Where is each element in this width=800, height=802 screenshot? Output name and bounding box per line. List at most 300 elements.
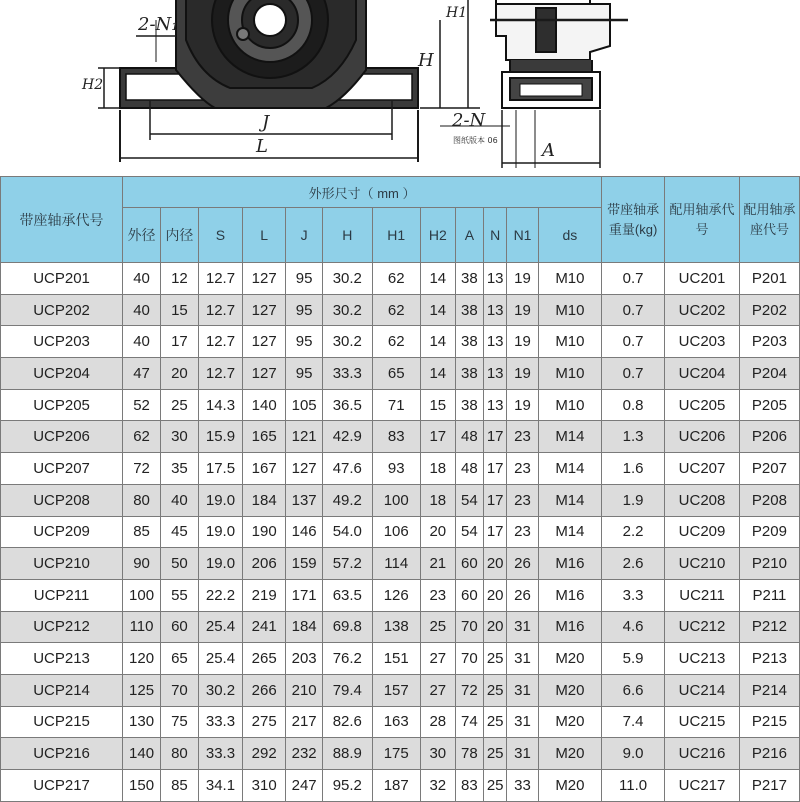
table-cell: 146 xyxy=(286,516,323,548)
table-cell: 40 xyxy=(160,484,198,516)
table-cell: 7.4 xyxy=(602,706,665,738)
table-cell: 72 xyxy=(123,453,161,485)
table-cell: 127 xyxy=(243,358,286,390)
table-cell: M16 xyxy=(538,611,601,643)
header-dim-column: H2 xyxy=(420,208,455,263)
table-row xyxy=(1,326,800,358)
table-cell: 25 xyxy=(484,643,507,675)
table-cell: 62 xyxy=(123,421,161,453)
table-cell: UC214 xyxy=(665,674,740,706)
table-cell: 18 xyxy=(420,453,455,485)
table-cell: 17.5 xyxy=(198,453,242,485)
table-cell: 17 xyxy=(160,326,198,358)
table-cell: 100 xyxy=(123,579,161,611)
table-cell: 30.2 xyxy=(323,263,372,295)
table-cell: P215 xyxy=(739,706,799,738)
table-cell: 11.0 xyxy=(602,770,665,802)
table-cell: 55 xyxy=(160,579,198,611)
table-cell: 95 xyxy=(286,326,323,358)
table-row xyxy=(1,706,800,738)
model-cell: UCP214 xyxy=(1,674,123,706)
table-cell: 13 xyxy=(484,326,507,358)
table-cell: 25 xyxy=(484,738,507,770)
table-cell: M16 xyxy=(538,548,601,580)
header-dim-column: A xyxy=(455,208,483,263)
table-cell: 35 xyxy=(160,453,198,485)
table-cell: M10 xyxy=(538,294,601,326)
table-cell: 60 xyxy=(455,579,483,611)
table-cell: 1.3 xyxy=(602,421,665,453)
table-cell: 85 xyxy=(123,516,161,548)
table-row xyxy=(1,294,800,326)
table-cell: 12.7 xyxy=(198,326,242,358)
table-cell: 33 xyxy=(507,770,539,802)
table-cell: 3.3 xyxy=(602,579,665,611)
table-cell: 26 xyxy=(507,579,539,611)
table-cell: UC209 xyxy=(665,516,740,548)
table-cell: 25 xyxy=(160,389,198,421)
table-cell: 38 xyxy=(455,263,483,295)
table-cell: UC201 xyxy=(665,263,740,295)
table-cell: P202 xyxy=(739,294,799,326)
drawing-stamp: 图纸版本 06 xyxy=(453,136,498,145)
table-cell: 31 xyxy=(507,643,539,675)
table-cell: 38 xyxy=(455,358,483,390)
table-cell: 34.1 xyxy=(198,770,242,802)
table-cell: P210 xyxy=(739,548,799,580)
table-cell: P212 xyxy=(739,611,799,643)
table-row xyxy=(1,611,800,643)
header-housing: 配用轴承座代号 xyxy=(739,177,799,263)
spec-table-body xyxy=(1,263,800,802)
model-cell: UCP211 xyxy=(1,579,123,611)
table-cell: 17 xyxy=(484,453,507,485)
table-cell: 33.3 xyxy=(198,738,242,770)
table-cell: 23 xyxy=(507,484,539,516)
table-cell: P213 xyxy=(739,643,799,675)
header-dim-column: 外径 xyxy=(123,208,161,263)
table-cell: 159 xyxy=(286,548,323,580)
table-cell: 78 xyxy=(455,738,483,770)
table-cell: 42.9 xyxy=(323,421,372,453)
table-cell: 18 xyxy=(420,484,455,516)
model-cell: UCP209 xyxy=(1,516,123,548)
model-cell: UCP210 xyxy=(1,548,123,580)
table-cell: 22.2 xyxy=(198,579,242,611)
table-cell: 38 xyxy=(455,389,483,421)
model-cell: UCP213 xyxy=(1,643,123,675)
table-cell: 13 xyxy=(484,358,507,390)
table-cell: 206 xyxy=(243,548,286,580)
header-bearing: 配用轴承代号 xyxy=(665,177,740,263)
header-dim-column: 内径 xyxy=(160,208,198,263)
table-cell: 52 xyxy=(123,389,161,421)
label-a: A xyxy=(542,140,555,161)
table-row xyxy=(1,389,800,421)
table-cell: 15.9 xyxy=(198,421,242,453)
table-cell: 0.7 xyxy=(602,294,665,326)
table-cell: 19.0 xyxy=(198,548,242,580)
table-cell: 23 xyxy=(420,579,455,611)
model-cell: UCP206 xyxy=(1,421,123,453)
table-cell: 30.2 xyxy=(198,674,242,706)
table-cell: 30.2 xyxy=(323,326,372,358)
table-cell: P203 xyxy=(739,326,799,358)
table-row xyxy=(1,579,800,611)
table-row xyxy=(1,516,800,548)
table-cell: 47.6 xyxy=(323,453,372,485)
table-cell: M10 xyxy=(538,263,601,295)
table-cell: 88.9 xyxy=(323,738,372,770)
table-cell: 30 xyxy=(420,738,455,770)
table-cell: 27 xyxy=(420,643,455,675)
table-cell: 40 xyxy=(123,294,161,326)
label-j: J xyxy=(262,112,270,133)
table-cell: M20 xyxy=(538,770,601,802)
table-cell: M20 xyxy=(538,674,601,706)
table-cell: 79.4 xyxy=(323,674,372,706)
table-cell: M10 xyxy=(538,389,601,421)
table-cell: 60 xyxy=(455,548,483,580)
table-cell: 130 xyxy=(123,706,161,738)
table-row xyxy=(1,674,800,706)
table-cell: 95 xyxy=(286,358,323,390)
table-cell: 241 xyxy=(243,611,286,643)
header-dim-column: N1 xyxy=(507,208,539,263)
table-cell: 69.8 xyxy=(323,611,372,643)
spec-table xyxy=(0,176,800,802)
table-cell: P209 xyxy=(739,516,799,548)
table-cell: 25 xyxy=(484,770,507,802)
table-cell: 138 xyxy=(372,611,420,643)
table-cell: P214 xyxy=(739,674,799,706)
table-cell: 275 xyxy=(243,706,286,738)
table-cell: M10 xyxy=(538,358,601,390)
header-dim-column: S xyxy=(198,208,242,263)
model-cell: UCP215 xyxy=(1,706,123,738)
table-cell: P211 xyxy=(739,579,799,611)
table-cell: 70 xyxy=(455,611,483,643)
model-cell: UCP207 xyxy=(1,453,123,485)
table-cell: 100 xyxy=(372,484,420,516)
label-2-n: 2-N xyxy=(452,110,486,131)
table-cell: UC211 xyxy=(665,579,740,611)
table-cell: 62 xyxy=(372,263,420,295)
table-cell: 25 xyxy=(484,706,507,738)
table-cell: 54 xyxy=(455,516,483,548)
table-cell: 140 xyxy=(243,389,286,421)
label-h1: H1 xyxy=(446,5,468,21)
table-cell: 25.4 xyxy=(198,611,242,643)
table-cell: M14 xyxy=(538,453,601,485)
table-cell: UC204 xyxy=(665,358,740,390)
table-cell: 17 xyxy=(484,516,507,548)
table-cell: 13 xyxy=(484,294,507,326)
table-cell: 2.2 xyxy=(602,516,665,548)
table-cell: 105 xyxy=(286,389,323,421)
model-cell: UCP217 xyxy=(1,770,123,802)
table-cell: 93 xyxy=(372,453,420,485)
table-cell: M20 xyxy=(538,738,601,770)
table-cell: 17 xyxy=(484,484,507,516)
table-cell: P204 xyxy=(739,358,799,390)
table-cell: 0.7 xyxy=(602,358,665,390)
header-dim-column: N xyxy=(484,208,507,263)
table-cell: 62 xyxy=(372,294,420,326)
table-cell: 31 xyxy=(507,738,539,770)
table-cell: UC203 xyxy=(665,326,740,358)
table-cell: UC212 xyxy=(665,611,740,643)
table-cell: 171 xyxy=(286,579,323,611)
model-cell: UCP208 xyxy=(1,484,123,516)
table-cell: 83 xyxy=(455,770,483,802)
table-cell: 25 xyxy=(484,674,507,706)
table-cell: 30.2 xyxy=(323,294,372,326)
table-cell: 13 xyxy=(484,263,507,295)
table-cell: 19 xyxy=(507,294,539,326)
table-cell: 23 xyxy=(507,421,539,453)
table-cell: 12.7 xyxy=(198,358,242,390)
model-cell: UCP201 xyxy=(1,263,123,295)
table-row xyxy=(1,484,800,516)
table-cell: 85 xyxy=(160,770,198,802)
table-cell: 140 xyxy=(123,738,161,770)
table-cell: 266 xyxy=(243,674,286,706)
table-cell: 20 xyxy=(484,611,507,643)
table-cell: 49.2 xyxy=(323,484,372,516)
header-weight: 带座轴承重量(kg) xyxy=(602,177,665,263)
pillow-block-drawing xyxy=(0,0,800,176)
technical-drawing xyxy=(0,0,800,176)
table-cell: 54.0 xyxy=(323,516,372,548)
table-cell: 28 xyxy=(420,706,455,738)
table-cell: 127 xyxy=(243,263,286,295)
table-cell: P207 xyxy=(739,453,799,485)
table-cell: UC208 xyxy=(665,484,740,516)
table-cell: 60 xyxy=(160,611,198,643)
table-cell: 31 xyxy=(507,706,539,738)
table-cell: 0.7 xyxy=(602,263,665,295)
header-dimensions-group: 外形尺寸（ mm ） xyxy=(123,177,602,208)
table-cell: 203 xyxy=(286,643,323,675)
header-dim-column: L xyxy=(243,208,286,263)
table-row xyxy=(1,643,800,675)
table-cell: M14 xyxy=(538,484,601,516)
table-cell: UC207 xyxy=(665,453,740,485)
table-cell: 114 xyxy=(372,548,420,580)
table-cell: 157 xyxy=(372,674,420,706)
table-cell: 30 xyxy=(160,421,198,453)
table-cell: 217 xyxy=(286,706,323,738)
model-cell: UCP202 xyxy=(1,294,123,326)
table-cell: 13 xyxy=(484,389,507,421)
table-cell: 31 xyxy=(507,611,539,643)
table-cell: P201 xyxy=(739,263,799,295)
table-cell: 19 xyxy=(507,358,539,390)
table-cell: 14 xyxy=(420,326,455,358)
table-cell: 20 xyxy=(484,548,507,580)
table-row xyxy=(1,770,800,802)
model-cell: UCP216 xyxy=(1,738,123,770)
table-cell: 71 xyxy=(372,389,420,421)
table-cell: 0.8 xyxy=(602,389,665,421)
table-cell: 20 xyxy=(160,358,198,390)
table-cell: 75 xyxy=(160,706,198,738)
table-cell: UC206 xyxy=(665,421,740,453)
table-row xyxy=(1,738,800,770)
table-row xyxy=(1,263,800,295)
table-cell: 19 xyxy=(507,326,539,358)
table-cell: 23 xyxy=(507,453,539,485)
table-cell: 36.5 xyxy=(323,389,372,421)
table-cell: UC205 xyxy=(665,389,740,421)
table-cell: M14 xyxy=(538,421,601,453)
table-cell: M16 xyxy=(538,579,601,611)
table-cell: 12.7 xyxy=(198,294,242,326)
table-cell: M20 xyxy=(538,706,601,738)
label-l: L xyxy=(256,136,268,157)
table-cell: 127 xyxy=(286,453,323,485)
table-cell: 14 xyxy=(420,263,455,295)
table-cell: 27 xyxy=(420,674,455,706)
table-cell: 219 xyxy=(243,579,286,611)
table-cell: 127 xyxy=(243,294,286,326)
header-dim-column: H1 xyxy=(372,208,420,263)
model-cell: UCP205 xyxy=(1,389,123,421)
table-cell: 83 xyxy=(372,421,420,453)
table-cell: 12 xyxy=(160,263,198,295)
table-cell: 80 xyxy=(123,484,161,516)
table-cell: 232 xyxy=(286,738,323,770)
table-cell: 19 xyxy=(507,389,539,421)
table-cell: 9.0 xyxy=(602,738,665,770)
table-cell: UC213 xyxy=(665,643,740,675)
model-cell: UCP204 xyxy=(1,358,123,390)
table-cell: 72 xyxy=(455,674,483,706)
table-cell: 21 xyxy=(420,548,455,580)
table-cell: 125 xyxy=(123,674,161,706)
table-cell: 25.4 xyxy=(198,643,242,675)
table-cell: UC202 xyxy=(665,294,740,326)
table-cell: 265 xyxy=(243,643,286,675)
table-cell: 1.6 xyxy=(602,453,665,485)
table-cell: 247 xyxy=(286,770,323,802)
header-dim-column: ds xyxy=(538,208,601,263)
table-cell: 76.2 xyxy=(323,643,372,675)
table-cell: UC217 xyxy=(665,770,740,802)
table-cell: 95 xyxy=(286,263,323,295)
table-cell: 121 xyxy=(286,421,323,453)
table-cell: 20 xyxy=(484,579,507,611)
table-cell: 150 xyxy=(123,770,161,802)
table-cell: 14 xyxy=(420,358,455,390)
table-cell: 5.9 xyxy=(602,643,665,675)
table-cell: P217 xyxy=(739,770,799,802)
label-h2: H2 xyxy=(82,77,104,93)
table-cell: 70 xyxy=(160,674,198,706)
table-cell: 45 xyxy=(160,516,198,548)
table-cell: P216 xyxy=(739,738,799,770)
table-cell: M10 xyxy=(538,326,601,358)
table-row xyxy=(1,548,800,580)
table-cell: 15 xyxy=(160,294,198,326)
table-cell: 6.6 xyxy=(602,674,665,706)
table-cell: 106 xyxy=(372,516,420,548)
table-cell: 65 xyxy=(160,643,198,675)
table-cell: 48 xyxy=(455,453,483,485)
header-dim-column: J xyxy=(286,208,323,263)
table-cell: P208 xyxy=(739,484,799,516)
table-row xyxy=(1,453,800,485)
table-cell: 33.3 xyxy=(323,358,372,390)
table-cell: 90 xyxy=(123,548,161,580)
table-cell: 19 xyxy=(507,263,539,295)
table-cell: 17 xyxy=(484,421,507,453)
table-cell: 47 xyxy=(123,358,161,390)
table-cell: 54 xyxy=(455,484,483,516)
table-cell: 120 xyxy=(123,643,161,675)
table-cell: 110 xyxy=(123,611,161,643)
table-cell: 126 xyxy=(372,579,420,611)
table-cell: 31 xyxy=(507,674,539,706)
table-cell: 74 xyxy=(455,706,483,738)
table-cell: M14 xyxy=(538,516,601,548)
table-cell: 12.7 xyxy=(198,263,242,295)
table-cell: 14 xyxy=(420,294,455,326)
table-cell: 23 xyxy=(507,516,539,548)
table-cell: 40 xyxy=(123,263,161,295)
table-cell: 95.2 xyxy=(323,770,372,802)
table-cell: 151 xyxy=(372,643,420,675)
table-cell: 310 xyxy=(243,770,286,802)
table-cell: 14.3 xyxy=(198,389,242,421)
table-cell: 70 xyxy=(455,643,483,675)
table-cell: 184 xyxy=(286,611,323,643)
table-cell: 38 xyxy=(455,294,483,326)
table-cell: UC215 xyxy=(665,706,740,738)
table-cell: 175 xyxy=(372,738,420,770)
table-cell: 62 xyxy=(372,326,420,358)
table-cell: M20 xyxy=(538,643,601,675)
table-cell: 184 xyxy=(243,484,286,516)
table-cell: 80 xyxy=(160,738,198,770)
table-cell: 48 xyxy=(455,421,483,453)
table-cell: 187 xyxy=(372,770,420,802)
table-cell: 17 xyxy=(420,421,455,453)
table-row xyxy=(1,421,800,453)
table-cell: UC216 xyxy=(665,738,740,770)
table-row xyxy=(1,358,800,390)
table-cell: 165 xyxy=(243,421,286,453)
table-cell: 19.0 xyxy=(198,516,242,548)
table-cell: 26 xyxy=(507,548,539,580)
table-cell: 163 xyxy=(372,706,420,738)
table-cell: 82.6 xyxy=(323,706,372,738)
table-cell: 33.3 xyxy=(198,706,242,738)
table-cell: 38 xyxy=(455,326,483,358)
header-model: 带座轴承代号 xyxy=(1,177,123,263)
table-cell: 190 xyxy=(243,516,286,548)
table-cell: 0.7 xyxy=(602,326,665,358)
table-cell: 167 xyxy=(243,453,286,485)
table-cell: 65 xyxy=(372,358,420,390)
header-dim-column: H xyxy=(323,208,372,263)
table-cell: 137 xyxy=(286,484,323,516)
table-cell: 2.6 xyxy=(602,548,665,580)
table-cell: P205 xyxy=(739,389,799,421)
table-cell: P206 xyxy=(739,421,799,453)
label-h: H xyxy=(418,50,434,71)
